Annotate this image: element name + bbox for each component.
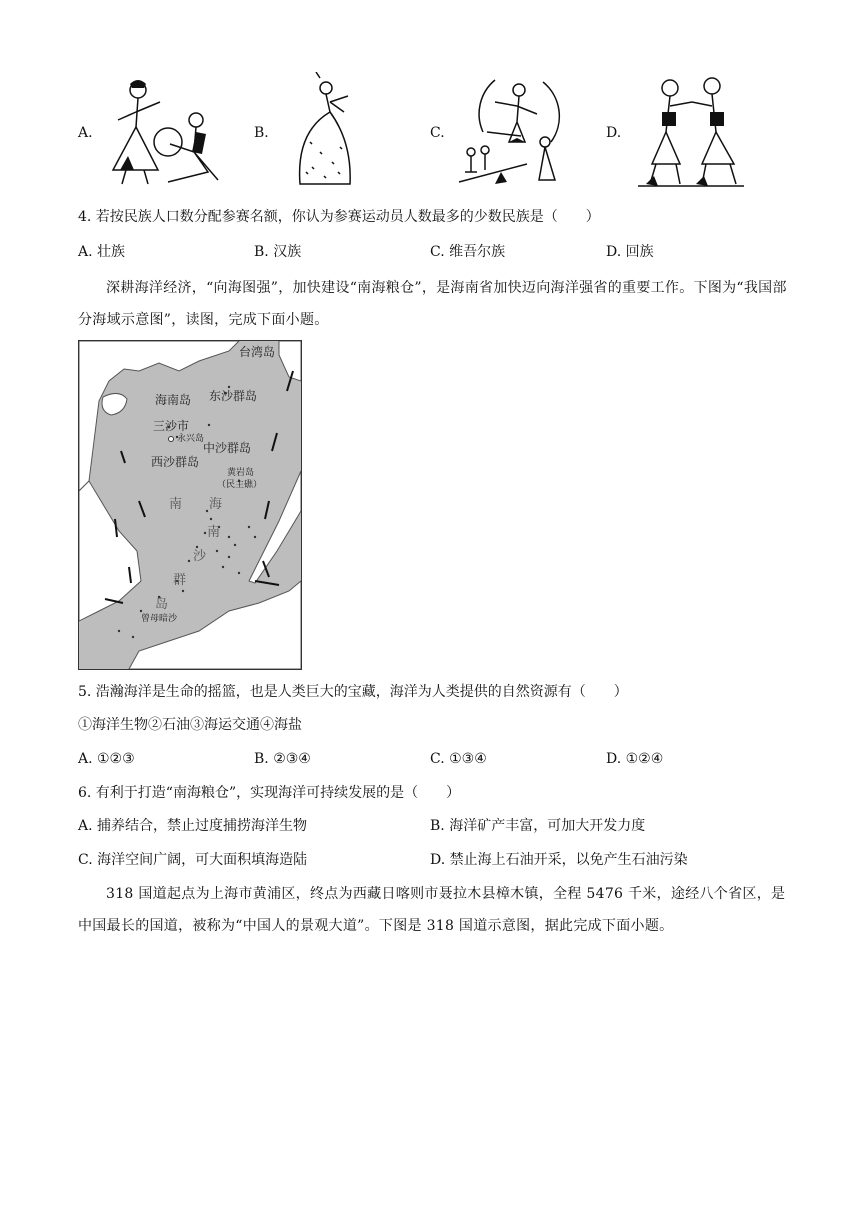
question-5-stem: 5. 浩瀚海洋是生命的摇篮，也是人类巨大的宝藏，海洋为人类提供的自然资源有（ ） [78, 684, 628, 700]
q5-option-a[interactable]: A. ①②③ [78, 751, 135, 767]
q6-option-b[interactable]: B. 海洋矿产丰富，可加大开发力度 [430, 818, 646, 834]
label-dongsha-islands: 东沙群岛 [209, 389, 258, 403]
question-6-stem: 6. 有利于打造“南海粮仓”，实现海洋可持续发展的是（ ） [78, 785, 461, 801]
q4-option-b[interactable]: B. 汉族 [254, 244, 302, 260]
option-label-d: D. [606, 125, 622, 141]
label-nan: 南 [169, 497, 183, 512]
label-nansha-1: 南 [207, 525, 221, 540]
option-label-c: C. [430, 125, 445, 141]
question-5-items: ①海洋生物②石油③海运交通④海盐 [78, 717, 302, 733]
q5-option-b[interactable]: B. ②③④ [254, 751, 311, 767]
label-hainan-island: 海南岛 [155, 393, 192, 407]
label-huangyan-island: 黄岩岛 [227, 468, 255, 478]
south-china-sea-map [78, 340, 302, 670]
mongolian-wrestling-illustration [632, 72, 750, 192]
q5-option-c[interactable]: C. ①③④ [430, 751, 487, 767]
uyghur-dance-illustration [98, 72, 230, 192]
label-yongxing-island: 永兴岛 [177, 434, 205, 444]
label-zengmu-ansha: 曾母暗沙 [141, 614, 178, 624]
question-4-stem: 4. 若按民族人口数分配参赛名额，你认为参赛运动员人数最多的少数民族是（ ） [78, 209, 600, 225]
q6-option-d[interactable]: D. 禁止海上石油开采，以免产生石油污染 [430, 852, 688, 868]
dai-peacock-dance-illustration [290, 72, 356, 192]
label-zhongsha-islands: 中沙群岛 [203, 441, 252, 455]
q4-option-a[interactable]: A. 壮族 [78, 244, 126, 260]
option-label-b: B. [254, 125, 269, 141]
label-nansha-4: 岛 [155, 597, 169, 612]
option-label-a: A. [78, 125, 93, 141]
q6-option-c[interactable]: C. 海洋空间广阔，可大面积填海造陆 [78, 852, 308, 868]
label-hai: 海 [209, 497, 223, 512]
q4-option-c[interactable]: C. 维吾尔族 [430, 244, 506, 260]
label-taiwan-island: 台湾岛 [239, 345, 276, 359]
label-sansha-city: 三沙市 [153, 419, 190, 433]
label-nansha-3: 群 [173, 573, 187, 588]
label-xisha-islands: 西沙群岛 [151, 455, 200, 469]
material-paragraph-south-sea: 深耕海洋经济，“向海图强”，加快建设“南海粮仓”，是海南省加快迈向海洋强省的重要工作。下图为“我国部分海域示意图”，读图，完成下面小题。 [78, 280, 787, 328]
q6-option-a[interactable]: A. 捕养结合，禁止过度捕捞海洋生物 [78, 818, 308, 834]
korean-seesaw-dance-illustration [455, 72, 565, 192]
q5-option-d[interactable]: D. ①②④ [606, 751, 664, 767]
q4-option-d[interactable]: D. 回族 [606, 244, 654, 260]
label-minzhu-reef: （民主礁） [217, 480, 263, 490]
label-nansha-2: 沙 [193, 549, 207, 564]
material-paragraph-318-road: 318 国道起点为上海市黄浦区，终点为西藏日喀则市聂拉木县樟木镇，全程 5476 千米，途经八个省区，是中国最长的国道，被称为“中国人的景观大道”。下图是 318 国道示意图，据此完成下面小题。 [78, 886, 786, 934]
